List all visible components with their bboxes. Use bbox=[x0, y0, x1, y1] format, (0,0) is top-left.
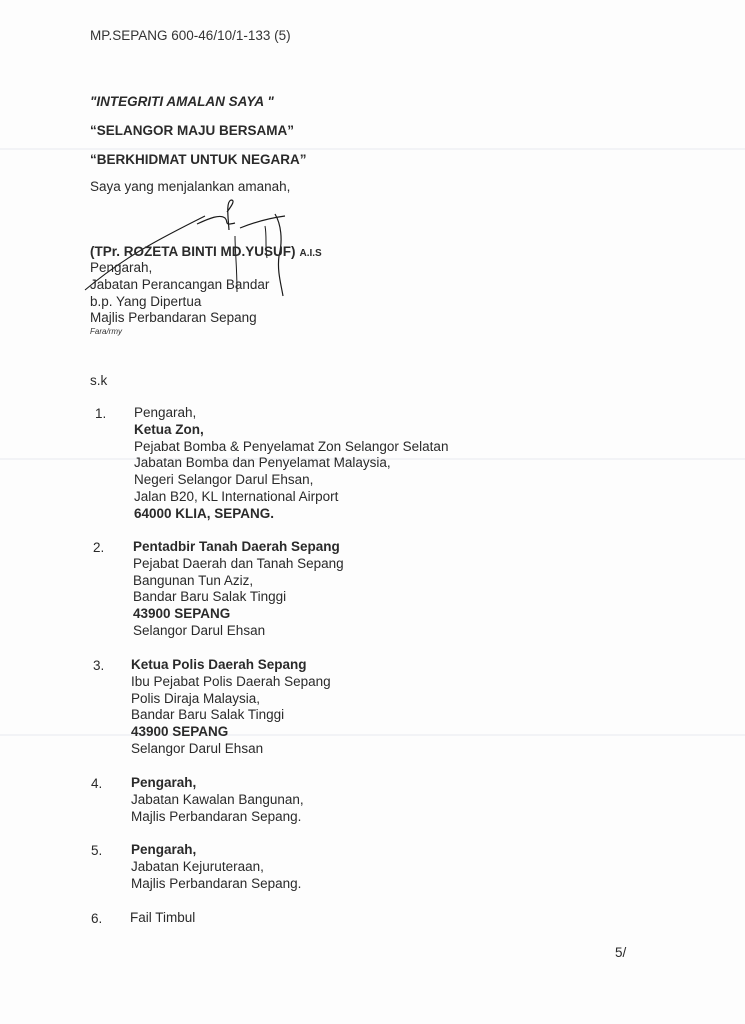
recipient-line: Fail Timbul bbox=[130, 910, 196, 925]
recipient-number: 5. bbox=[91, 843, 103, 858]
recipient-line: Pengarah, bbox=[131, 775, 197, 790]
signatory-council: Majlis Perbandaran Sepang bbox=[90, 310, 257, 326]
signatory-department: Jabatan Perancangan Bandar bbox=[90, 276, 270, 292]
signatory-on-behalf: b.p. Yang Dipertua bbox=[90, 293, 202, 309]
motto-selangor: “SELANGOR MAJU BERSAMA” bbox=[90, 123, 295, 138]
page-marker: 5/ bbox=[615, 945, 627, 960]
recipient-line: Bandar Baru Salak Tinggi bbox=[133, 589, 287, 605]
recipient-line: Jabatan Kawalan Bangunan, bbox=[131, 791, 304, 807]
typist-initials: Fara/rmy bbox=[90, 327, 122, 336]
recipient-line: Pengarah, bbox=[131, 842, 197, 857]
recipient-line: Ibu Pejabat Polis Daerah Sepang bbox=[131, 673, 331, 689]
recipient-line: Negeri Selangor Darul Ehsan, bbox=[134, 472, 314, 488]
scan-artifact bbox=[0, 148, 745, 150]
signatory-title: Pengarah, bbox=[90, 260, 153, 275]
motto-berkhidmat: “BERKHIDMAT UNTUK NEGARA” bbox=[90, 152, 307, 167]
sk-label: s.k bbox=[90, 373, 108, 388]
scan-artifact bbox=[0, 734, 745, 736]
recipient-line: Jabatan Kejuruteraan, bbox=[131, 858, 264, 874]
recipient-line: Majlis Perbandaran Sepang. bbox=[131, 875, 302, 891]
reference-number: MP.SEPANG 600-46/10/1-133 (5) bbox=[90, 28, 291, 43]
recipient-6-address bbox=[130, 910, 195, 927]
recipient-line: Pengarah, bbox=[134, 405, 197, 420]
recipient-line: Selangor Darul Ehsan bbox=[133, 622, 266, 638]
signatory-details bbox=[90, 260, 269, 327]
recipient-4-address bbox=[131, 775, 304, 825]
recipient-line: Polis Diraja Malaysia, bbox=[131, 690, 261, 706]
recipient-number: 4. bbox=[91, 776, 103, 791]
recipient-line: Jalan B20, KL International Airport bbox=[134, 488, 339, 504]
recipient-3-address bbox=[131, 657, 331, 758]
recipient-line: Pentadbir Tanah Daerah Sepang bbox=[133, 539, 340, 554]
motto-integriti: "INTEGRITI AMALAN SAYA " bbox=[90, 94, 274, 109]
closing-phrase: Saya yang menjalankan amanah, bbox=[90, 179, 291, 194]
recipient-line: Jabatan Bomba dan Penyelamat Malaysia, bbox=[134, 455, 391, 471]
recipient-number: 6. bbox=[91, 911, 103, 926]
recipient-line: Ketua Polis Daerah Sepang bbox=[131, 657, 307, 672]
signatory-name: (TPr. ROZETA BINTI MD.YUSUF) bbox=[90, 244, 296, 259]
signatory-suffix: A.I.S bbox=[299, 248, 322, 259]
recipient-line: 64000 KLIA, SEPANG. bbox=[134, 505, 275, 521]
recipient-line: Majlis Perbandaran Sepang. bbox=[131, 808, 302, 824]
recipient-line: Bandar Baru Salak Tinggi bbox=[131, 707, 285, 723]
recipient-2-address bbox=[133, 539, 344, 640]
recipient-1-address bbox=[134, 405, 448, 523]
recipient-line: Bangunan Tun Aziz, bbox=[133, 572, 254, 588]
recipient-line: 43900 SEPANG bbox=[131, 724, 229, 740]
recipient-line: Pejabat Bomba & Penyelamat Zon Selangor Selatan bbox=[134, 438, 449, 454]
recipient-line: Selangor Darul Ehsan bbox=[131, 740, 264, 756]
recipient-number: 2. bbox=[93, 540, 105, 555]
recipient-line: 43900 SEPANG bbox=[133, 606, 231, 622]
recipient-number: 1. bbox=[95, 406, 107, 421]
recipient-number: 3. bbox=[93, 658, 105, 673]
recipient-line: Pejabat Daerah dan Tanah Sepang bbox=[133, 555, 344, 571]
recipient-line: Ketua Zon, bbox=[134, 421, 204, 437]
recipient-5-address bbox=[131, 842, 301, 892]
